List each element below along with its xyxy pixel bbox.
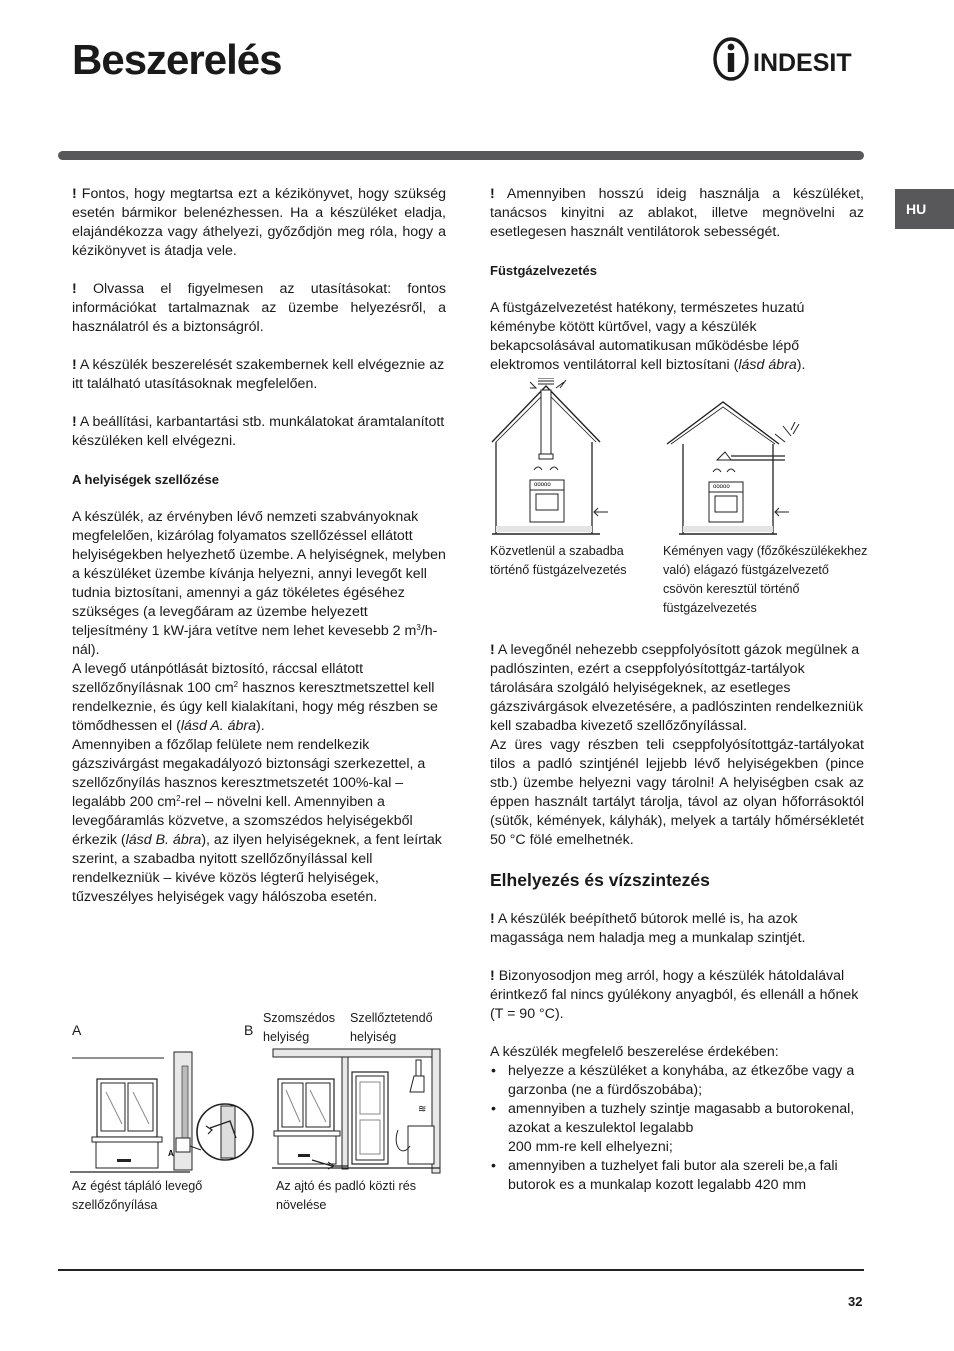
svg-text:≋: ≋ [418,1104,427,1115]
install-intro: A készülék megfelelő beszerelése érdekében: [490,1044,779,1060]
figure-a-label: A [72,1022,82,1038]
figure-a-air-vent-diagram [70,1046,260,1176]
lpg-paragraph-2: Az üres vagy részben teli cseppfolyósítottgáz-tartályokat tilos a padló szintjénél lejjebb lévő helyiségekben (pince stb.) üzembe helyezni vagy tárolni! A helyiségben csak az éppen használt tartályt tárolja, távol az olyan hőforrásoktól (sütők, kémények, kályhák), melyek a tartály hőmérsékletét 50 °C fölé emelhetnék. [490,737,864,848]
note-ventilate-long-use: ! Amennyiben hosszú ideig használja a készüléket, tanácsos kinyitni az ablakot, illetve megnövelni az esetlegesen használt ventilátorok sebességét. [490,186,864,240]
note-professional-install: ! A készülék beszerelését szakembernek kell elvégeznie az itt található utasításoknak megfelelően. [72,357,445,392]
figure-b-room-neighbour: Szomszédos helyiség [263,1011,336,1044]
figure-b-caption: Az ajtó és padló közti rés növelése [276,1179,417,1212]
figure-b-room-ventilated: Szellőztetendő helyiség [350,1011,433,1044]
note-read-instructions: ! Olvassa el figyelmesen az utasításokat: fontos információkat tartalmaznak az üzembe helyezésről, a használatról és a biztonságról. [72,281,446,335]
install-list [490,1062,864,1195]
page-title: Beszerelés [72,36,282,83]
section-heading-placement: Elhelyezés és vízszintezés [490,870,710,890]
figure-b-neighbour-room-diagram [272,1046,448,1176]
ventilation-paragraph-3: Amennyiben a főzőlap felülete nem rendelkezik gázszivárgást megakadályozó biztonsági szerkezettel, a szellőzőnyílás hasznos keresztmetszetét 100%-kal – legalább 200 $cm^2$-rel – növelni kell. Amennyiben a levegőáramlás közvetve, a szomszédos helyiségekből érkezik (lásd B. ábra), az ilyen helyiségeknek, a fent leírtak szerint, a szabadba nyitott szellőzőnyílással kell rendelkezniük – kivéve közös légterű helyiségek, tűzveszélyes helyiségek vagy hálószoba esetén. [72,737,442,905]
section-heading-flue: Füstgázelvezetés [490,263,597,278]
flue-caption-direct: Közvetlenül a szabadba történő füstgázelvezetés [490,544,627,577]
list-item: • amennyiben a tuzhely szintje magasabb a butorokenal, azokat a keszulektol legalabb 200 mm-re kell elhelyezni; [490,1100,864,1157]
figure-a-caption: Az égést tápláló levegő szellőzőnyílása [72,1179,203,1212]
svg-text:ooooo: ooooo [713,484,730,490]
right-column-top [490,185,864,375]
lpg-paragraph-1: ! A levegőnél nehezebb cseppfolyósított gázok megülnek a padlószinten, ezért a cseppfolyósítottgáz-tartályok tárolására szolgáló helyiségeknek, az esetleges gázszivárgások elvezetésére, a padlószinten rendelkezniük kell szabadba kivezető szellőzőnyílással. [490,642,864,734]
note-furniture-height: ! A készülék beépíthető bútorok mellé is, ha azok magassága nem haladja meg a munkalap szintjét. [490,911,806,946]
ventilation-paragraph-1: A készülék, az érvényben lévő nemzeti szabványoknak megfelelően, kizárólag folyamatos szellőzéssel ellátott helyiségekben helyezhető üzembe. A helyiségnek, melyben a készüléket üzembe kívánja helyezni, annyi levegőt kell tudnia biztosítani, amennyi a gáz tökéletes égéséhez szükséges (a levegőáram az üzembe helyezett teljesítmény 1 kW-jára vetítve nem lehet kevesebb 2 $m^3/h-nál$). [72,509,446,658]
note-keep-manual: ! Fontos, hogy megtartsa ezt a kézikönyvet, hogy szükség esetén bármikor belenézhessen. Ha a készüléket eladja, elajándékozza vagy áthelyezi, győződjön meg róla, hogy a kézikönyvet is átadja vele. [72,186,446,259]
figure-a-marker: A [168,1149,174,1158]
note-disconnect-power: ! A beállítási, karbantartási stb. munkálatokat áramtalanított készüléken kell elvégezni. [72,414,445,449]
footer-divider [58,1269,864,1271]
flue-caption-chimney: Kéményen vagy (főzőkészülékekhez való) elágazó füstgázelvezető csövön keresztül történő füstgázelvezetés [663,544,868,615]
flue-paragraph: A füstgázelvezetést hatékony, természetes huzatú kéménybe kötött kürtővel, vagy a készülék bekapcsolásával automatikusan működésbe lépő elektromos ventilátorral kell biztosítani (lásd ábra). [490,300,806,373]
language-tab: HU [895,189,954,229]
figure-b-label: B [244,1022,254,1038]
section-heading-ventilation: A helyiségek szellőzése [72,472,219,487]
brand-text: INDESIT [753,49,852,77]
header-divider [58,151,864,160]
flue-direct-outside-diagram [490,378,610,543]
left-column [72,185,446,907]
note-wall-material: ! Bizonyosodjon meg arról, hogy a készülék hátoldalával érintkező fal nincs gyúlékony anyagból, és ellenáll a hőnek (T = 90 °C). [490,968,859,1022]
ventilation-paragraph-2: A levegő utánpótlását biztosító, ráccsal ellátott szellőzőnyílásnak 100 $cm^2$ hasznos keresztmetszettel kell rendelkeznie, és úgy kell kialakítani, hogy még részben se tömődhessen el (lásd A. ábra). [72,661,438,734]
flue-via-chimney-diagram [665,398,810,543]
right-column-bottom [490,641,864,1195]
page-number: 32 [848,1294,863,1309]
indesit-logo [712,36,868,82]
list-item: • helyezze a készüléket a konyhába, az étkezőbe vagy a garzonba (ne a fürdőszobába); [490,1062,864,1100]
list-item: • amennyiben a tuzhelyet fali butor ala szereli be,a fali butorok es a munkalap kozott legalabb 420 mm [490,1157,864,1195]
svg-text:ooooo: ooooo [534,482,551,488]
